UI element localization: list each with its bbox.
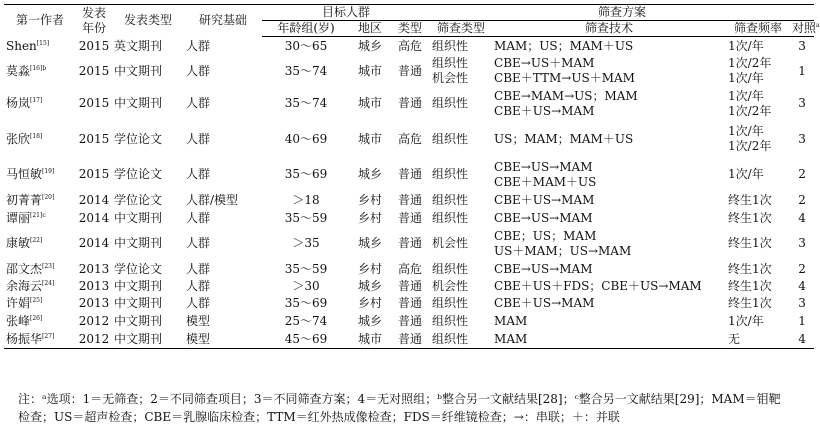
author-name: 余海云 [6, 279, 43, 293]
age-cell: 35～74 [284, 63, 328, 78]
author-name: 许娟 [6, 296, 31, 310]
author-name: 莫淼 [6, 63, 31, 78]
technique-cell [492, 192, 726, 210]
pub-type-cell: 学位论文 [114, 167, 163, 181]
technique-cell [492, 210, 726, 228]
author-ref: [19] [42, 168, 55, 175]
technique-cell [492, 279, 726, 295]
region-cell: 城市 [350, 331, 390, 349]
pub-type-cell: 中文期刊 [112, 331, 184, 349]
technique-cell-line: CBE＋US→MAM [494, 193, 595, 207]
header-technique: 筛查技术 [492, 21, 726, 37]
technique-cell-line: CBE＋US→MAM [494, 296, 595, 310]
screen-type-cell-line: 机会性 [432, 236, 469, 250]
author-ref: [16] [30, 64, 43, 72]
screen-type-cell-line: 组织性 [432, 211, 469, 225]
screen-type-cell [430, 121, 492, 158]
table-row [4, 279, 814, 295]
category-cell: 普通 [398, 279, 423, 293]
header-screen-type: 筛查类型 [430, 21, 492, 37]
author-cell [4, 56, 76, 87]
pub-type-cell: 中文期刊 [114, 314, 163, 328]
control-cell: 2 [798, 167, 806, 181]
frequency-cell [726, 56, 790, 87]
screen-type-cell [430, 210, 492, 228]
author-name: 杨振华 [6, 331, 43, 346]
year-cell: 2012 [78, 314, 110, 328]
technique-cell [492, 228, 726, 260]
table-row [4, 121, 814, 158]
frequency-cell-line: 无 [728, 331, 741, 346]
age-cell: 35～59 [284, 261, 328, 276]
frequency-cell-line: 1次/年 [728, 38, 764, 53]
category-cell: 普通 [398, 63, 423, 78]
basis-cell: 模型 [184, 331, 262, 349]
frequency-cell [726, 313, 790, 331]
author-name: 邵文杰 [6, 261, 43, 276]
screen-type-cell-line: 组织性 [432, 261, 469, 276]
table-row [4, 313, 814, 331]
frequency-cell-line: 终生1次 [728, 296, 772, 310]
age-cell: ＞30 [292, 279, 320, 293]
category-cell: 高危 [398, 38, 423, 53]
frequency-cell-line: 终生1次 [728, 261, 772, 276]
technique-cell-line: MAM [494, 314, 528, 328]
frequency-cell-line: 终生1次 [728, 211, 772, 225]
control-cell: 1 [798, 314, 806, 328]
control-cell: 4 [790, 331, 814, 349]
technique-cell-line: CBE→US＋MAM [494, 56, 595, 70]
frequency-cell [726, 331, 790, 349]
technique-cell-line: CBE＋US＋FDS；CBE＋US→MAM [494, 279, 702, 293]
pub-type-cell: 中文期刊 [114, 63, 163, 78]
year-cell: 2015 [78, 38, 110, 53]
author-ref: [18] [30, 132, 43, 140]
year-cell: 2014 [78, 236, 110, 250]
control-cell: 3 [798, 296, 806, 310]
category-cell: 普通 [390, 331, 430, 349]
technique-cell [492, 295, 726, 313]
header-target-group: 目标人群 [262, 5, 430, 21]
age-cell: 35～69 [284, 167, 328, 181]
frequency-cell-line: 1次/年 [728, 167, 764, 181]
basis-cell: 人群 [186, 131, 211, 146]
screen-type-cell-line: 组织性 [432, 331, 469, 346]
category-cell: 高危 [398, 261, 423, 276]
table-row [4, 260, 814, 279]
region-cell: 乡村 [357, 261, 382, 276]
pub-type-cell: 学位论文 [114, 261, 163, 276]
author-ref: [26] [30, 315, 43, 322]
author-mark: c [42, 212, 46, 219]
header-control-label: 对照 [792, 21, 817, 35]
screen-type-cell [430, 313, 492, 331]
author-cell [4, 331, 76, 349]
year-cell: 2015 [78, 96, 110, 110]
table-row [4, 295, 814, 313]
author-name: 初菁菁 [6, 193, 43, 207]
age-cell: 30～65 [284, 38, 328, 53]
frequency-cell-line: 1次/2年 [728, 56, 772, 70]
frequency-cell [726, 279, 790, 295]
frequency-cell [726, 87, 790, 121]
control-cell: 2 [798, 193, 806, 207]
year-cell: 2013 [78, 296, 110, 310]
basis-cell: 模型 [186, 314, 211, 328]
region-cell: 乡村 [357, 193, 382, 207]
author-ref: [15] [36, 39, 50, 47]
year-cell: 2013 [78, 279, 110, 293]
technique-cell-line: US；MAM；MAM＋US [494, 131, 634, 146]
year-cell: 2015 [78, 63, 110, 78]
author-name: 杨岚 [6, 96, 31, 110]
technique-cell [492, 56, 726, 87]
basis-cell: 人群 [186, 38, 211, 53]
screen-type-cell [430, 279, 492, 295]
technique-cell-line: CBE→US→MAM [494, 261, 593, 276]
category-cell: 普通 [398, 96, 423, 110]
header-scheme-group: 筛查方案 [430, 5, 814, 21]
control-cell: 4 [798, 279, 806, 293]
author-cell [4, 313, 76, 331]
author-cell [4, 87, 76, 121]
frequency-cell [726, 210, 790, 228]
screen-type-cell-line: 组织性 [432, 131, 469, 146]
control-cell: 3 [798, 38, 806, 53]
control-cell: 3 [798, 236, 806, 250]
header-category: 类型 [390, 21, 430, 37]
screen-type-cell-line: 组织性 [432, 296, 469, 310]
year-cell: 2015 [78, 167, 110, 181]
frequency-cell-line: 1次/2年 [728, 139, 772, 153]
header-control [790, 21, 820, 37]
table-row [4, 228, 814, 260]
author-ref: [27] [42, 332, 55, 340]
basis-cell: 人群 [186, 167, 211, 181]
screen-type-cell [430, 331, 492, 349]
category-cell: 高危 [398, 131, 423, 146]
frequency-cell [726, 158, 790, 192]
technique-cell-line: CBE→US→MAM [494, 159, 593, 174]
author-ref: [23] [42, 262, 55, 270]
basis-cell: 人群/模型 [186, 193, 239, 207]
author-cell [4, 210, 76, 228]
screen-type-cell-line: 组织性 [432, 96, 469, 110]
screen-type-cell [430, 295, 492, 313]
region-cell: 乡村 [357, 211, 382, 225]
pub-type-cell: 学位论文 [114, 193, 163, 207]
screen-type-cell [430, 37, 492, 56]
screen-type-cell-line: 机会性 [432, 279, 469, 293]
control-cell: 3 [798, 96, 806, 110]
header-age: 年龄组(岁) [262, 21, 350, 37]
age-cell: ＞18 [292, 193, 320, 207]
basis-cell: 人群 [186, 63, 211, 78]
table-row [4, 192, 814, 210]
control-cell: 3 [798, 131, 806, 146]
technique-cell-line: MAM；US；MAM＋US [494, 38, 634, 53]
basis-cell: 人群 [186, 211, 211, 225]
basis-cell: 人群 [186, 261, 211, 276]
frequency-cell [726, 37, 790, 56]
author-ref: [22] [30, 237, 43, 244]
screen-type-cell-line: 组织性 [432, 314, 469, 328]
header-basis: 研究基础 [184, 5, 262, 37]
region-cell: 城乡 [357, 314, 382, 328]
year-cell: 2013 [78, 261, 110, 276]
header-control-sup: a [816, 22, 820, 29]
region-cell: 城乡 [357, 167, 382, 181]
year-cell: 2012 [76, 331, 112, 349]
control-cell: 2 [798, 261, 806, 276]
age-cell: 25～74 [284, 314, 328, 328]
technique-cell [492, 87, 726, 121]
screen-type-cell [430, 260, 492, 279]
author-name: 张欣 [6, 131, 31, 146]
author-name: 谭丽 [6, 211, 31, 225]
author-ref: [21] [30, 212, 43, 219]
table-row [4, 331, 814, 349]
age-cell: 35～59 [284, 211, 328, 225]
author-ref: [20] [42, 194, 55, 201]
screen-type-cell [430, 87, 492, 121]
footnote-line-2: 检查；US＝超声检查；CBE＝乳腺临床检查；TTM＝红外热成像检查；FDS＝纤维镜检查；→：串联；＋：并联 [18, 410, 620, 424]
frequency-cell-line: 1次/年 [728, 71, 764, 85]
literature-table [4, 4, 820, 349]
screen-type-cell-line: 机会性 [432, 71, 469, 85]
pub-type-cell: 中文期刊 [114, 211, 163, 225]
technique-cell [492, 260, 726, 279]
screen-type-cell [430, 158, 492, 192]
technique-cell [492, 158, 726, 192]
screen-type-cell-line: 组织性 [432, 193, 469, 207]
region-cell: 乡村 [357, 296, 382, 310]
region-cell: 城乡 [357, 279, 382, 293]
author-name: 马恒敏 [6, 167, 43, 181]
year-cell: 2015 [78, 131, 110, 146]
region-cell: 城乡 [357, 38, 382, 53]
technique-cell-line: CBE＋TTM→US＋MAM [494, 71, 635, 85]
age-cell: 35～74 [284, 96, 328, 110]
basis-cell: 人群 [186, 296, 211, 310]
header-year-line2: 年份 [81, 20, 106, 35]
table-row [4, 87, 814, 121]
pub-type-cell: 中文期刊 [114, 296, 163, 310]
pub-type-cell: 中文期刊 [114, 279, 163, 293]
author-ref: [17] [30, 97, 43, 104]
category-cell: 普通 [398, 211, 423, 225]
author-cell [4, 260, 76, 279]
pub-type-cell: 英文期刊 [114, 38, 163, 53]
header-year-line1: 发表 [81, 5, 106, 20]
category-cell: 普通 [398, 296, 423, 310]
technique-cell-line: MAM [494, 331, 528, 346]
frequency-cell [726, 228, 790, 260]
footnote-line-1: 注：ᵃ选项：1＝无筛查；2＝不同筛查项目；3＝不同筛查方案；4＝无对照组；ᵇ整合另一文献结果[28]；ᶜ整合另一文献结果[29]；MAM＝钼靶 [18, 392, 781, 406]
frequency-cell [726, 295, 790, 313]
author-name: 张峰 [6, 314, 31, 328]
header-pub-type: 发表类型 [112, 5, 184, 37]
screen-type-cell-line: 组织性 [432, 56, 469, 70]
pub-type-cell: 学位论文 [114, 131, 163, 146]
region-cell: 城市 [357, 96, 382, 110]
age-cell: 45～69 [262, 331, 350, 349]
basis-cell: 人群 [186, 236, 211, 250]
technique-cell-line: CBE→MAM→US；MAM [494, 88, 638, 103]
control-cell: 4 [798, 211, 806, 225]
age-cell: ＞35 [292, 236, 320, 250]
screen-type-cell [430, 56, 492, 87]
basis-cell: 人群 [186, 279, 211, 293]
screen-type-cell-line: 组织性 [432, 38, 469, 53]
category-cell: 普通 [398, 314, 423, 328]
frequency-cell-line: 1次/年 [728, 314, 764, 328]
technique-cell [492, 313, 726, 331]
screen-type-cell-line: 组织性 [432, 167, 469, 181]
frequency-cell-line: 1次/2年 [728, 103, 772, 118]
author-cell [4, 121, 76, 158]
author-cell [4, 228, 76, 260]
screen-type-cell [430, 228, 492, 260]
author-name: 康敏 [6, 236, 31, 250]
basis-cell: 人群 [186, 96, 211, 110]
table-row [4, 56, 814, 87]
age-cell: 35～69 [284, 296, 328, 310]
author-cell [4, 192, 76, 210]
author-cell [4, 158, 76, 192]
region-cell: 城市 [357, 131, 382, 146]
frequency-cell-line: 终生1次 [728, 193, 772, 207]
author-name: Shen [6, 38, 37, 53]
technique-cell-line: CBE→US→MAM [494, 211, 593, 225]
control-cell: 1 [798, 63, 806, 78]
technique-cell [492, 37, 726, 56]
author-cell [4, 295, 76, 313]
author-ref: [24] [42, 280, 55, 287]
technique-cell-line: CBE＋US→MAM [494, 103, 595, 118]
frequency-cell [726, 260, 790, 279]
age-cell: 40～69 [284, 131, 328, 146]
frequency-cell [726, 121, 790, 158]
table-row [4, 210, 814, 228]
frequency-cell [726, 192, 790, 210]
region-cell: 城乡 [357, 236, 382, 250]
technique-cell-line: US＋MAM；US→MAM [494, 243, 632, 258]
year-cell: 2014 [78, 193, 110, 207]
table-footnote [18, 390, 813, 426]
technique-cell [492, 331, 726, 349]
table-row [4, 158, 814, 192]
technique-cell-line: CBE＋MAM＋US [494, 174, 597, 189]
frequency-cell-line: 1次/年 [728, 88, 764, 103]
author-cell [4, 37, 76, 56]
technique-cell [492, 121, 726, 158]
author-mark: b [42, 64, 47, 72]
screen-type-cell [430, 192, 492, 210]
category-cell: 普通 [398, 167, 423, 181]
technique-cell-line: CBE；US；MAM [494, 228, 597, 243]
category-cell: 普通 [398, 193, 423, 207]
year-cell: 2014 [78, 211, 110, 225]
header-year [76, 5, 112, 37]
pub-type-cell: 中文期刊 [114, 96, 163, 110]
frequency-cell-line: 终生1次 [728, 279, 772, 293]
table-row [4, 37, 814, 56]
header-author: 第一作者 [4, 5, 76, 37]
frequency-cell-line: 终生1次 [728, 236, 772, 250]
pub-type-cell: 中文期刊 [114, 236, 163, 250]
region-cell: 城市 [357, 63, 382, 78]
header-frequency: 筛查频率 [726, 21, 790, 37]
author-cell [4, 279, 76, 295]
header-region: 地区 [350, 21, 390, 37]
author-ref: [25] [30, 297, 43, 304]
category-cell: 普通 [398, 236, 423, 250]
frequency-cell-line: 1次/年 [728, 124, 764, 138]
